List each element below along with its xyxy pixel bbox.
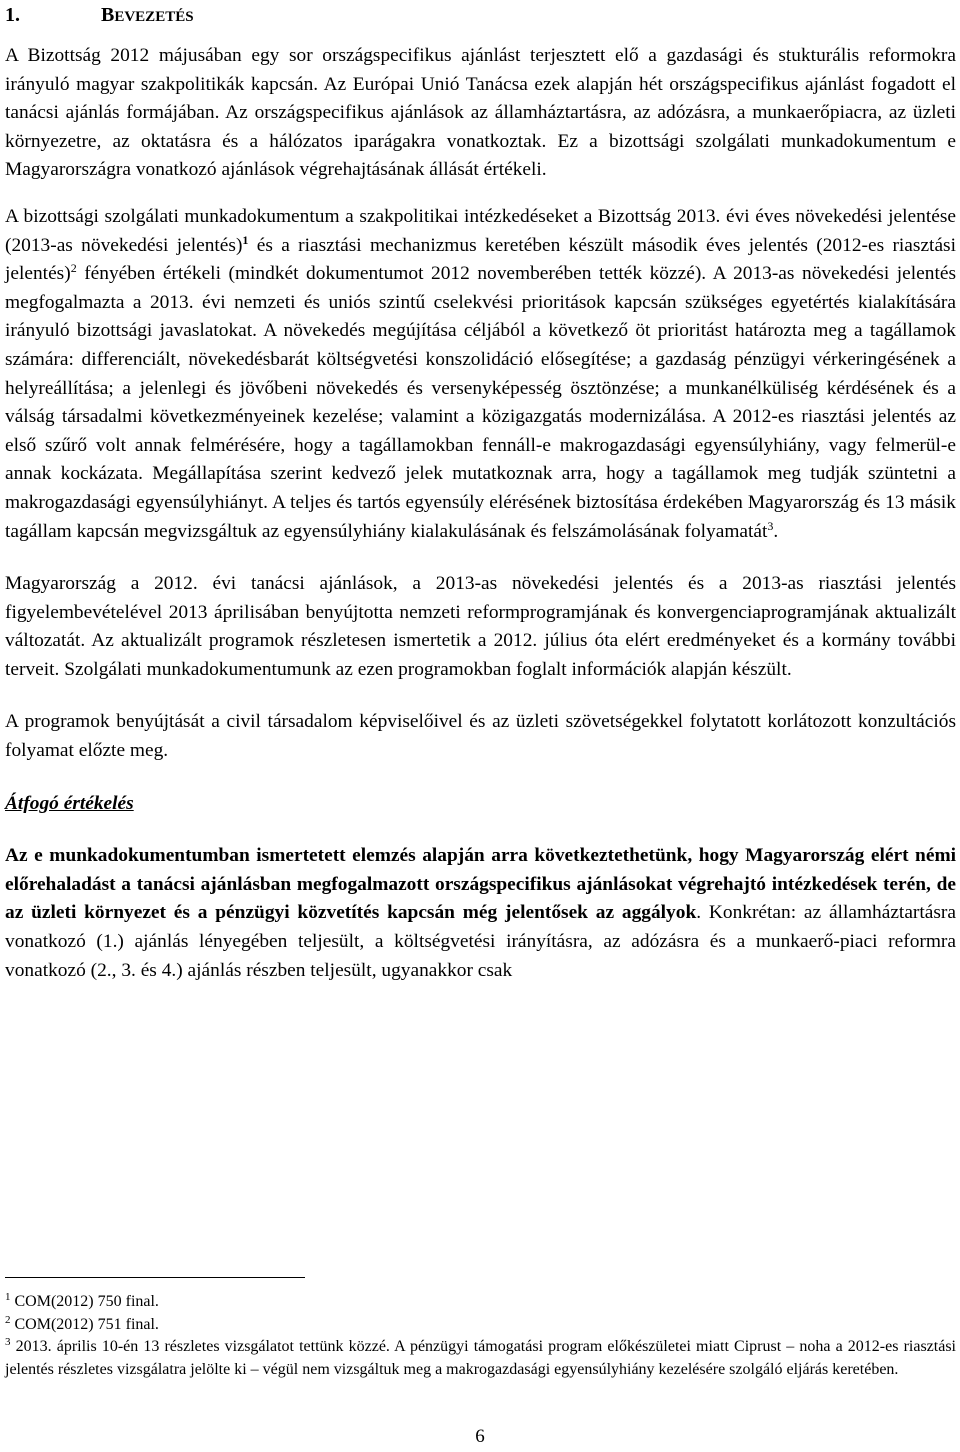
subheading-overall-assessment: Átfogó értékelés	[5, 792, 134, 814]
paragraph-national-programmes: Magyarország a 2012. évi tanácsi ajánlások, a 2013-as növekedési jelentés és a 2013-as riasztási jelentés figyelembevételével 2013 áprilisában benyújtotta nemzeti reformprogramjának és konvergenciaprogramjának aktualizált változatát. Az aktualizált programok részletesen ismertetik a 2012. július óta elért eredményeket és a kormány további terveit. Szolgálati munkadokumentumunk az ezen programokban foglalt információk alapján készült.	[5, 573, 956, 680]
footnote-1	[5, 1291, 956, 1314]
paragraph-text: fényében értékeli (mindkét dokumentumot 2012 novemberében tették közzé). A 2013-as növekedési jelentés megfogalmazta a 2013. évi nemzeti és uniós szintű cselekvési prioritások kapcsán szükséges egyetértés kialakítására irányuló bizottsági javaslatokat. A növekedés megújítása céljából a következő öt prioritást határozta meg a tagállamok számára: differenciált, növekedésbarát költségvetési konszolidáció elősegítése; a gazdaság pénzügyi vérkeringésének a helyreállítása; a jelenlegi és jövőbeni növekedés és versenyképesség ösztönzése; a munkanélküliség kérdésének és a válság társadalmi következményeinek kezelése; valamint a közigazgatás modernizálása. A 2012-es riasztási jelentés az első szűrő volt annak felmérésére, hogy a tagállamokban fennáll-e makrogazdasági egyensúlyhiány, vagy felmerül-e annak kockázata. Megállapítása szerint kedvező jelek mutatkoznak arra, hogy a tagállamok meg tudják szüntetni a makrogazdasági egyensúlyhiányt. A teljes és tartós egyensúly elérésének biztosítása érdekében Magyarország és 13 másik tagállam kapcsán megvizsgáltuk az egyensúlyhiány kialakulásának és felszámolásának folyamatát	[5, 263, 956, 542]
footnote-mark: 3	[5, 1336, 11, 1348]
section-heading	[5, 0, 956, 30]
footnote-3	[5, 1336, 956, 1381]
paragraph-assessment	[5, 842, 956, 985]
footnotes	[5, 1291, 956, 1381]
section-title-initial: B	[101, 4, 115, 26]
footnote-mark: 1	[5, 1291, 11, 1303]
footnote-ref-2[interactable]: 2	[70, 261, 77, 276]
assessment-conclusion: Az e munkadokumentumban ismertetett elemzés alapján arra következtethetünk, hogy Magyarország elért némi előrehaladást a tanácsi ajánlásban megfogalmazott országspecifikus ajánlásokat végrehajtó intézkedések terén, de az üzleti környezet és a pénzügyi közvetítés kapcsán még jelentősek az aggályok	[5, 845, 956, 924]
footnote-ref-3[interactable]: 3	[767, 518, 774, 533]
page-number: 6	[475, 1426, 485, 1447]
paragraph-text: és a riasztási mechanizmus keretében készült második éves jelentés (2012-es riasztási jelentés)	[5, 234, 956, 285]
paragraph-text: . Konkrétan: az államháztartásra vonatkozó (1.) ajánlás lényegében teljesült, a költségvetési irányításra, az adózásra és a munkaerő-piaci reformra vonatkozó (2., 3. és 4.) ajánlás részben teljesült, ugyanakkor csak	[5, 902, 956, 981]
paragraph-consultation: A programok benyújtását a civil társadalom képviselőivel és az üzleti szövetségekkel folytatott korlátozott konzultációs folyamat előzte meg.	[5, 711, 956, 762]
paragraph-text: A bizottsági szolgálati munkadokumentum a szakpolitikai intézkedéseket a Bizottság 2013. évi éves növekedési jelentése (2013-as növekedési jelentés)	[5, 205, 956, 256]
footnote-text: COM(2012) 751 final.	[10, 1315, 159, 1333]
footnote-text: COM(2012) 750 final.	[10, 1293, 159, 1310]
section-number: 1.	[5, 4, 20, 26]
section-title-rest: EVEZETÉS	[114, 9, 194, 25]
footnote-ref-1[interactable]: 1	[242, 232, 249, 247]
footnote-mark: 2	[5, 1313, 11, 1326]
paragraph-intro: A Bizottság 2012 májusában egy sor országspecifikus ajánlást terjesztett elő a gazdasági és stukturális reformokra irányuló magyar szakpolitikák kapcsán. Az Európai Unió Tanácsa ezek alapján hét országspecifikus ajánlást fogadott el tanácsi ajánlás formájában. Az országspecifikus ajánlások az államháztartásra, az adózásra, a munkaerőpiacra, az üzleti környezetre, az oktatásra és a hálózatos iparágakra vonatkoztak. Ez a bizottsági szolgálati munkadokumentum e Magyarországra vonatkozó ajánlások végrehajtásának állását értékeli.	[5, 45, 956, 181]
paragraph-text: .	[773, 520, 779, 542]
footnote-separator	[5, 1277, 305, 1278]
footnote-2	[5, 1314, 956, 1337]
footnote-text: 2013. április 10-én 13 részletes vizsgálatot tettünk közzé. A pénzügyi támogatási program előkészületei miatt Ciprust – noha a 2012-es riasztási jelentés részletes vizsgálatra jelölte ki – végül nem vizsgáltuk meg a makrogazdasági egyensúlyhiány kezelésére szolgáló eljárás keretében.	[5, 1338, 956, 1378]
paragraph-growth-report	[5, 203, 956, 546]
